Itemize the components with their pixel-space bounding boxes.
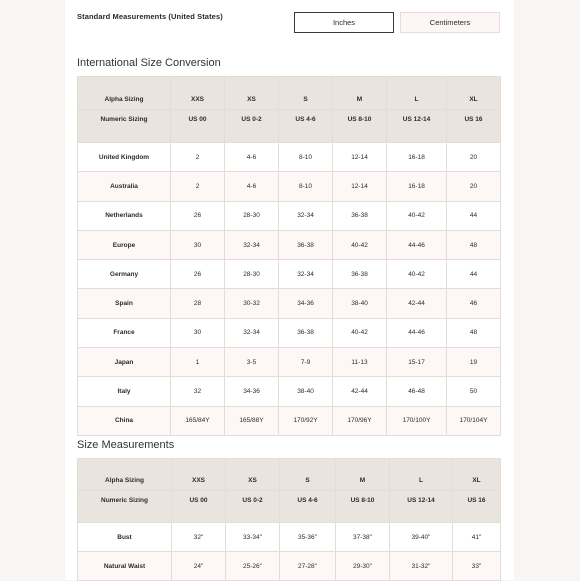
table-cell: 8-10	[279, 172, 333, 201]
row-label: Bust	[78, 523, 172, 552]
table-cell: 33"	[453, 552, 501, 581]
table-row	[78, 289, 501, 318]
table-cell: 48	[447, 230, 501, 259]
table-cell: 20	[447, 172, 501, 201]
table-cell: 40-42	[387, 201, 447, 230]
row-label: Germany	[78, 260, 171, 289]
alpha-size-header: XXS	[172, 459, 226, 491]
row-label: Netherlands	[78, 201, 171, 230]
table-cell: 2	[171, 172, 225, 201]
alpha-size-header: XS	[226, 459, 280, 491]
alpha-sizing-label: Alpha Sizing	[78, 459, 172, 491]
row-label: Spain	[78, 289, 171, 318]
numeric-size-header: US 4-6	[279, 110, 333, 143]
table-cell: 12-14	[333, 143, 387, 172]
table-row	[78, 377, 501, 406]
table-cell: 170/92Y	[279, 406, 333, 435]
numeric-sizing-label: Numeric Sizing	[78, 491, 172, 523]
table-cell: 32	[171, 377, 225, 406]
table-cell: 170/100Y	[387, 406, 447, 435]
table-cell: 42-44	[387, 289, 447, 318]
alpha-size-header: S	[279, 77, 333, 110]
numeric-size-header: US 12-14	[390, 491, 453, 523]
table-cell: 1	[171, 348, 225, 377]
table-row	[78, 230, 501, 259]
table-cell: 36-38	[279, 318, 333, 347]
table-cell: 8-10	[279, 143, 333, 172]
table-cell: 41"	[453, 523, 501, 552]
table-cell: 31-32"	[390, 552, 453, 581]
table-cell: 15-17	[387, 348, 447, 377]
row-label: Australia	[78, 172, 171, 201]
table-cell: 40-42	[333, 318, 387, 347]
row-label: France	[78, 318, 171, 347]
table-cell: 42-44	[333, 377, 387, 406]
numeric-size-header: US 0-2	[225, 110, 279, 143]
numeric-size-header: US 00	[171, 110, 225, 143]
table-cell: 46	[447, 289, 501, 318]
alpha-size-header: XS	[225, 77, 279, 110]
table-cell: 38-40	[333, 289, 387, 318]
numeric-header-row	[78, 491, 501, 523]
row-label: China	[78, 406, 171, 435]
table-cell: 34-36	[225, 377, 279, 406]
table-cell: 165/84Y	[171, 406, 225, 435]
table-cell: 30	[171, 318, 225, 347]
table-cell: 39-40"	[390, 523, 453, 552]
table-cell: 44-46	[387, 230, 447, 259]
table-cell: 44-46	[387, 318, 447, 347]
table-cell: 2	[171, 143, 225, 172]
measurements-table	[77, 458, 501, 581]
table-cell: 3-5	[225, 348, 279, 377]
table-cell: 4-6	[225, 143, 279, 172]
alpha-size-header: S	[280, 459, 336, 491]
table-cell: 26	[171, 201, 225, 230]
alpha-size-header: M	[333, 77, 387, 110]
table-row	[78, 201, 501, 230]
table-cell: 38-40	[279, 377, 333, 406]
table-cell: 170/96Y	[333, 406, 387, 435]
table-row	[78, 406, 501, 435]
table-cell: 36-38	[279, 230, 333, 259]
table-cell: 165/88Y	[225, 406, 279, 435]
table-cell: 46-48	[387, 377, 447, 406]
numeric-size-header: US 8-10	[336, 491, 390, 523]
table-cell: 24"	[172, 552, 226, 581]
table-cell: 34-36	[279, 289, 333, 318]
table-cell: 50	[447, 377, 501, 406]
table-cell: 25-26"	[226, 552, 280, 581]
table-cell: 4-6	[225, 172, 279, 201]
table-cell: 40-42	[333, 230, 387, 259]
table-cell: 28	[171, 289, 225, 318]
table-cell: 29-30"	[336, 552, 390, 581]
standard-measurements-label: Standard Measurements (United States)	[77, 12, 223, 21]
numeric-size-header: US 16	[447, 110, 501, 143]
alpha-size-header: L	[390, 459, 453, 491]
table-cell: 12-14	[333, 172, 387, 201]
table-cell: 33-34"	[226, 523, 280, 552]
numeric-size-header: US 4-6	[280, 491, 336, 523]
table-cell: 16-18	[387, 143, 447, 172]
table-cell: 32-34	[279, 201, 333, 230]
table-cell: 30	[171, 230, 225, 259]
table-cell: 30-32	[225, 289, 279, 318]
table-cell: 44	[447, 201, 501, 230]
row-label: United Kingdom	[78, 143, 171, 172]
numeric-size-header: US 12-14	[387, 110, 447, 143]
table-cell: 170/104Y	[447, 406, 501, 435]
row-label: Italy	[78, 377, 171, 406]
centimeters-toggle-button[interactable]: Centimeters	[400, 12, 500, 33]
table-cell: 16-18	[387, 172, 447, 201]
table-cell: 36-38	[333, 260, 387, 289]
alpha-header-row	[78, 77, 501, 110]
table-row	[78, 260, 501, 289]
alpha-size-header: XL	[453, 459, 501, 491]
inches-toggle-button[interactable]: Inches	[294, 12, 394, 33]
table-row	[78, 348, 501, 377]
table-row	[78, 143, 501, 172]
measurements-title: Size Measurements	[77, 439, 175, 451]
table-row	[78, 523, 501, 552]
numeric-size-header: US 16	[453, 491, 501, 523]
row-label: Japan	[78, 348, 171, 377]
table-cell: 32"	[172, 523, 226, 552]
table-cell: 35-36"	[280, 523, 336, 552]
numeric-size-header: US 00	[172, 491, 226, 523]
table-cell: 32-34	[279, 260, 333, 289]
numeric-size-header: US 0-2	[226, 491, 280, 523]
table-cell: 32-34	[225, 318, 279, 347]
conversion-table	[77, 76, 501, 436]
table-cell: 7-9	[279, 348, 333, 377]
row-label: Natural Waist	[78, 552, 172, 581]
table-cell: 28-30	[225, 260, 279, 289]
table-cell: 19	[447, 348, 501, 377]
table-cell: 11-13	[333, 348, 387, 377]
table-cell: 28-30	[225, 201, 279, 230]
table-cell: 32-34	[225, 230, 279, 259]
table-row	[78, 172, 501, 201]
table-cell: 48	[447, 318, 501, 347]
table-row	[78, 318, 501, 347]
numeric-sizing-label: Numeric Sizing	[78, 110, 171, 143]
table-row	[78, 552, 501, 581]
alpha-size-header: M	[336, 459, 390, 491]
table-cell: 44	[447, 260, 501, 289]
alpha-size-header: XXS	[171, 77, 225, 110]
alpha-size-header: XL	[447, 77, 501, 110]
conversion-title: International Size Conversion	[77, 57, 221, 69]
table-cell: 37-38"	[336, 523, 390, 552]
alpha-sizing-label: Alpha Sizing	[78, 77, 171, 110]
table-cell: 27-28"	[280, 552, 336, 581]
alpha-size-header: L	[387, 77, 447, 110]
table-cell: 26	[171, 260, 225, 289]
table-cell: 36-38	[333, 201, 387, 230]
numeric-size-header: US 8-10	[333, 110, 387, 143]
numeric-header-row	[78, 110, 501, 143]
alpha-header-row	[78, 459, 501, 491]
table-cell: 40-42	[387, 260, 447, 289]
table-cell: 20	[447, 143, 501, 172]
row-label: Europe	[78, 230, 171, 259]
